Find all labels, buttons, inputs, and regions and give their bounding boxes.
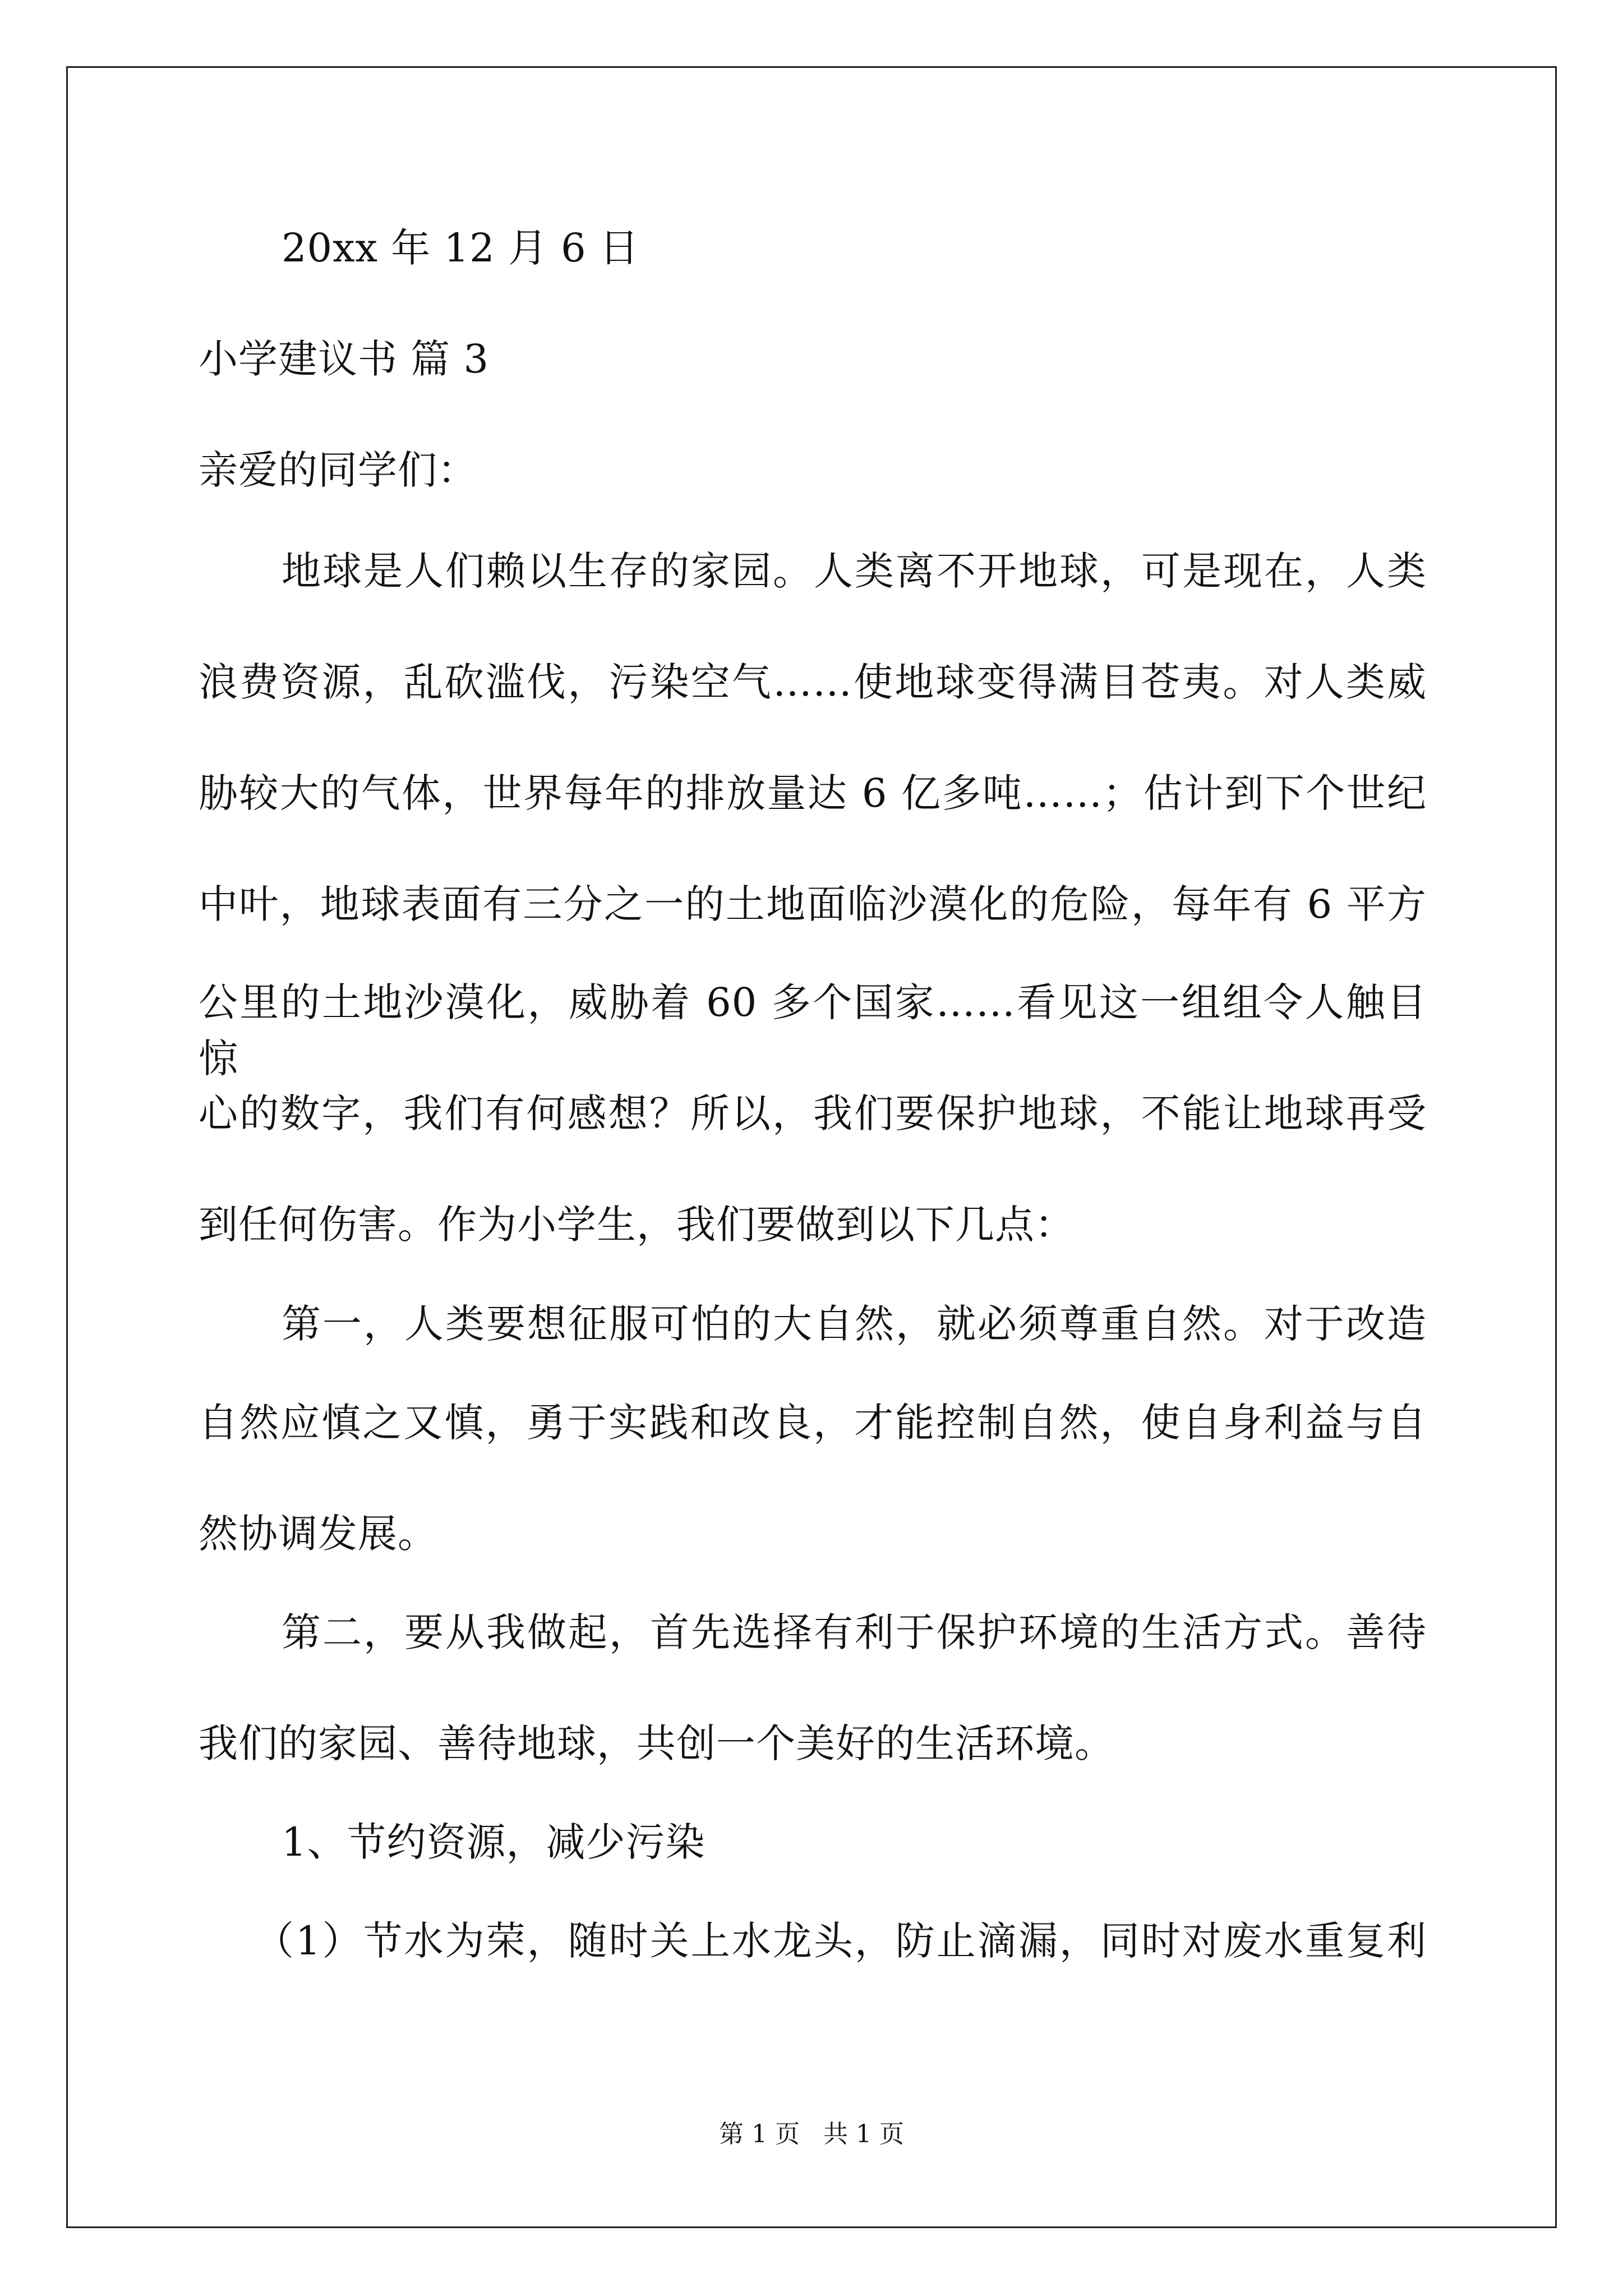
page-total: 共 1 页: [823, 2120, 904, 2148]
salutation: 亲爱的同学们：: [199, 447, 477, 493]
page-number: 第 1 页: [719, 2120, 800, 2148]
paragraph-line: 第一，人类要想征服可怕的大自然，就必须尊重自然。对于改造: [282, 1301, 1427, 1347]
page-footer: [0, 2118, 1623, 2151]
paragraph-line: 到任何伤害。作为小学生，我们要做到以下几点：: [199, 1202, 1075, 1248]
section-title: 小学建议书 篇 3: [199, 336, 490, 382]
paragraph-line: 胁较大的气体，世界每年的排放量达 6 亿多吨……；估计到下个世纪: [199, 770, 1427, 816]
paragraph-line: 地球是人们赖以生存的家园。人类离不开地球，可是现在，人类: [282, 548, 1427, 594]
paragraph-line: 心的数字，我们有何感想？所以，我们要保护地球，不能让地球再受: [199, 1091, 1427, 1137]
paragraph-line: 然协调发展。: [199, 1511, 437, 1557]
page-frame: [66, 66, 1557, 2228]
paragraph-line: 自然应慎之又慎，勇于实践和改良，才能控制自然，使自身利益与自: [199, 1400, 1427, 1446]
paragraph-line: 我们的家园、善待地球，共创一个美好的生活环境。: [199, 1720, 1114, 1766]
list-heading: 1、节约资源，减少污染: [282, 1819, 706, 1865]
paragraph-line: 中叶，地球表面有三分之一的土地面临沙漠化的危险，每年有 6 平方: [199, 881, 1427, 927]
list-item: （1）节水为荣，随时关上水龙头，防止滴漏，同时对废水重复利: [255, 1918, 1427, 1964]
paragraph-line: 浪费资源，乱砍滥伐，污染空气……使地球变得满目苍夷。对人类威: [199, 659, 1427, 705]
date-line: 20xx 年 12 月 6 日: [282, 225, 639, 271]
paragraph-line: 公里的土地沙漠化，威胁着 60 多个国家……看见这一组组令人触目惊: [199, 979, 1427, 1082]
paragraph-line: 第二，要从我做起，首先选择有利于保护环境的生活方式。善待: [282, 1609, 1427, 1655]
